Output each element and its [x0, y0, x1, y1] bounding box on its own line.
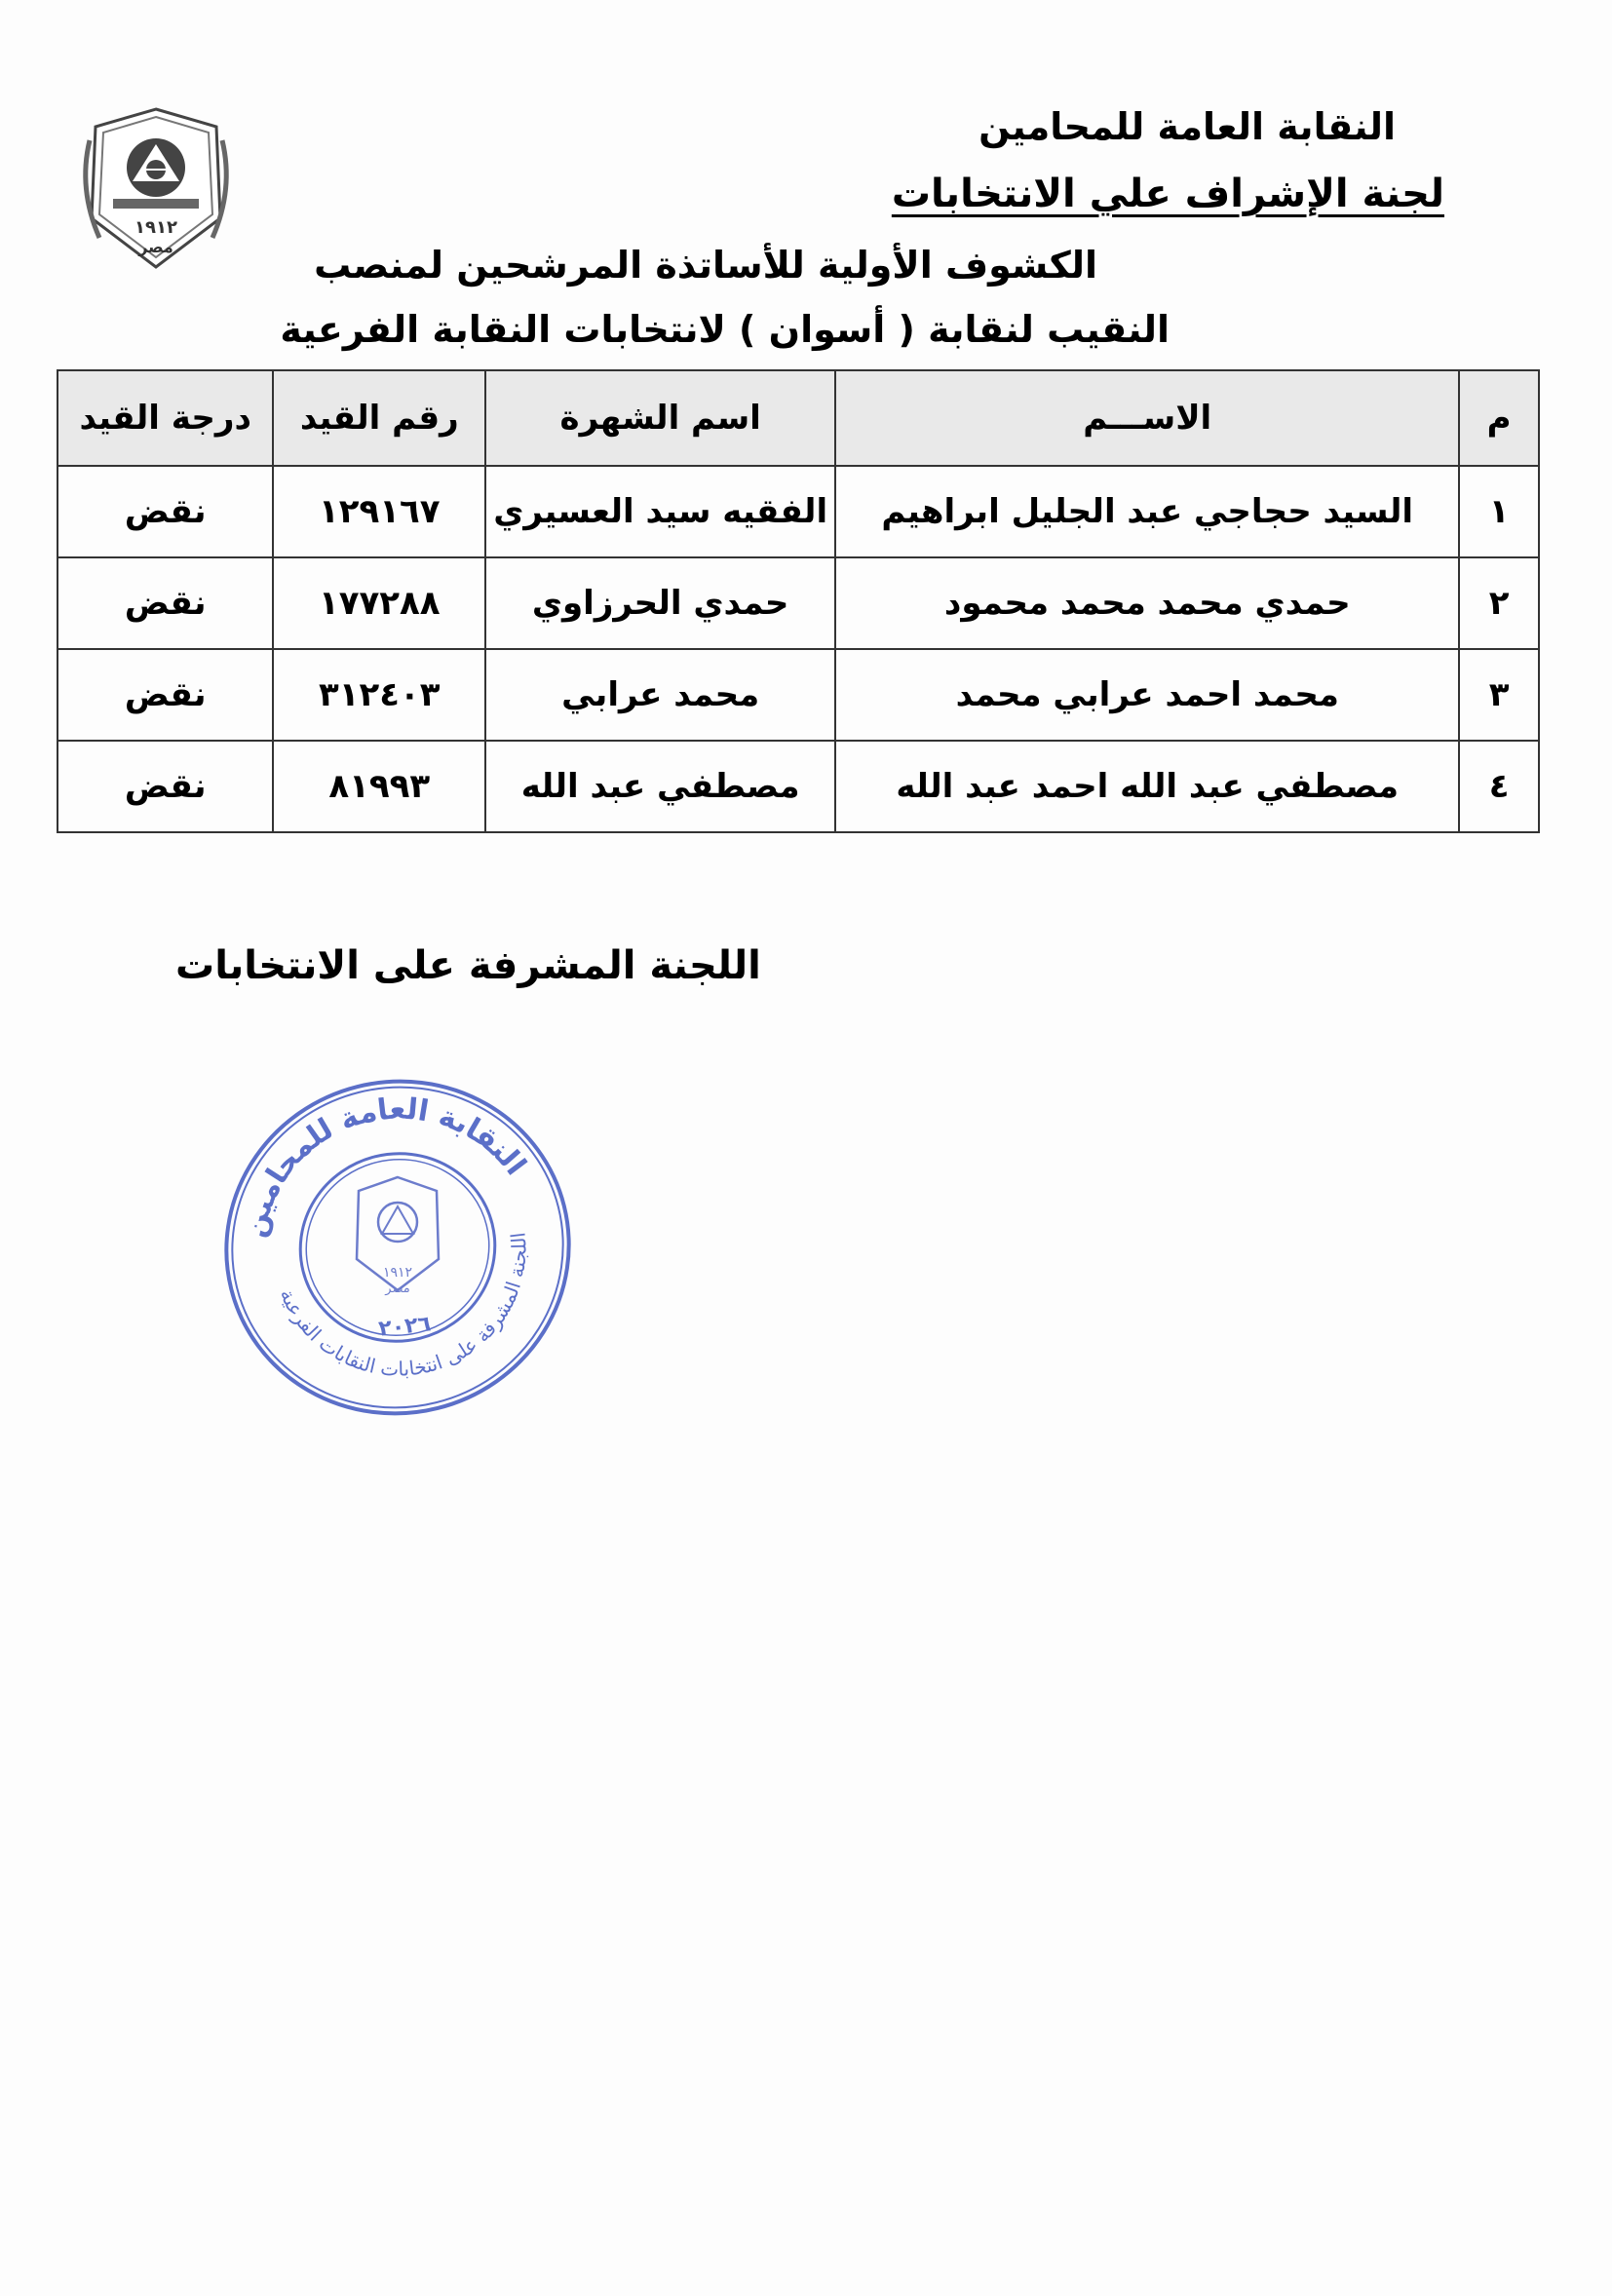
table-header-row	[58, 370, 1539, 466]
cell-num: ٣	[1459, 649, 1539, 741]
cell-degree: نقض	[58, 649, 273, 741]
stamp-issue-year: ٢٠٢٦	[377, 1312, 433, 1342]
cell-name: حمدي محمد محمد محمود	[835, 557, 1459, 649]
cell-num: ٢	[1459, 557, 1539, 649]
cell-degree: نقض	[58, 557, 273, 649]
cell-num: ٤	[1459, 741, 1539, 832]
cell-name: السيد حجاجي عبد الجليل ابراهيم	[835, 466, 1459, 557]
cell-name: مصطفي عبد الله احمد عبد الله	[835, 741, 1459, 832]
table-row	[58, 649, 1539, 741]
organization-name: النقابة العامة للمحامين	[979, 105, 1396, 148]
cell-degree: نقض	[58, 741, 273, 832]
stamp-bottom-text: اللجنة المشرفة على انتخابات النقابات الفرعية	[275, 1231, 531, 1381]
cell-fame: مصطفي عبد الله	[485, 741, 835, 832]
cell-reg: ٣١٢٤٠٣	[273, 649, 485, 741]
cell-reg: ١٧٧٢٨٨	[273, 557, 485, 649]
cell-reg: ١٢٩١٦٧	[273, 466, 485, 557]
list-title-line2: النقيب لنقابة ( أسوان ) لانتخابات النقابة الفرعية	[280, 308, 1170, 351]
syndicate-logo	[70, 101, 242, 275]
signature-label: اللجنة المشرفة على الانتخابات	[175, 943, 761, 988]
stamp-year: ١٩١٢	[382, 1265, 413, 1281]
logo-country: مصر	[138, 238, 173, 256]
official-stamp	[211, 1060, 585, 1435]
header-name: الاســـم	[835, 370, 1459, 466]
cell-num: ١	[1459, 466, 1539, 557]
logo-year: ١٩١٢	[134, 217, 177, 238]
cell-name: محمد احمد عرابي محمد	[835, 649, 1459, 741]
table-row	[58, 557, 1539, 649]
cell-fame: الفقيه سيد العسيري	[485, 466, 835, 557]
committee-title: لجنة الإشراف علي الانتخابات	[891, 172, 1444, 216]
header-fame: اسم الشهرة	[485, 370, 835, 466]
cell-reg: ٨١٩٩٣	[273, 741, 485, 832]
cell-degree: نقض	[58, 466, 273, 557]
table-row	[58, 466, 1539, 557]
candidates-table	[57, 369, 1540, 833]
stamp-country: مصر	[385, 1282, 410, 1296]
stamp-top-text: النقابة العامة للمحامين	[237, 1091, 533, 1241]
header-num: م	[1459, 370, 1539, 466]
header-reg: رقم القيد	[273, 370, 485, 466]
list-title-line1: الكشوف الأولية للأساتذة المرشحين لمنصب	[314, 244, 1097, 287]
cell-fame: حمدي الحرزاوي	[485, 557, 835, 649]
cell-fame: محمد عرابي	[485, 649, 835, 741]
header-degree: درجة القيد	[58, 370, 273, 466]
table-row	[58, 741, 1539, 832]
